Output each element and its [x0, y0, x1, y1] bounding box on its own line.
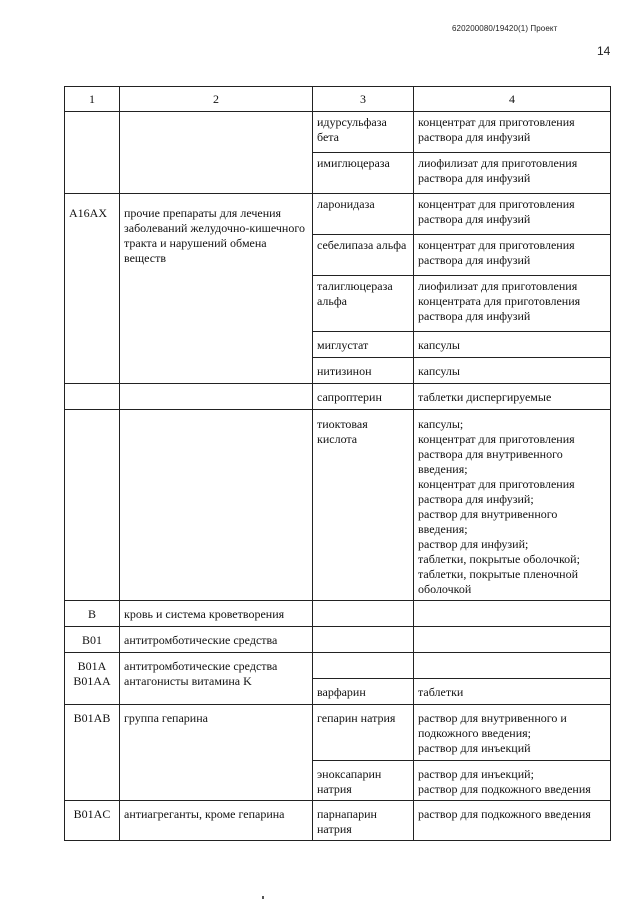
drug-name: сапроптерин	[313, 384, 414, 410]
table-row	[65, 194, 611, 235]
atc-group: прочие препараты для лечения заболеваний желудочно-кишечного тракта и нарушений обмена веществ	[120, 194, 313, 384]
atc-group: кровь и система кроветворения	[120, 601, 313, 627]
document-id: 620200080/19420(1) Проект	[452, 24, 558, 33]
table-row	[65, 705, 611, 761]
drug-form: концентрат для приготовления раствора для инфузий	[414, 235, 611, 276]
table-row	[65, 410, 611, 601]
cell-empty	[120, 384, 313, 410]
drug-name: себелипаза альфа	[313, 235, 414, 276]
drug-form: концентрат для приготовления раствора для инфузий	[414, 194, 611, 235]
table-row	[65, 601, 611, 627]
drug-name: миглустат	[313, 332, 414, 358]
drug-name: тиоктовая кислота	[313, 410, 414, 601]
drug-name: нитизинон	[313, 358, 414, 384]
atc-code: B01AC	[65, 801, 120, 841]
table-row	[65, 112, 611, 153]
table-header-row	[65, 87, 611, 112]
atc-code: B01	[65, 627, 120, 653]
cell-empty	[414, 627, 611, 653]
table-row	[65, 801, 611, 841]
drug-form: капсулы	[414, 358, 611, 384]
drug-form: таблетки	[414, 679, 611, 705]
drug-form: лиофилизат для приготовления раствора для инфузий	[414, 153, 611, 194]
scan-speck	[262, 896, 264, 899]
cell-empty	[313, 653, 414, 679]
cell-empty	[313, 601, 414, 627]
header-col-2: 2	[120, 87, 313, 112]
atc-group: антитромботические средства	[120, 627, 313, 653]
drug-name: ларонидаза	[313, 194, 414, 235]
atc-code: A16AX	[65, 194, 120, 384]
drug-name: имиглюцераза	[313, 153, 414, 194]
drug-form: раствор для инъекций; раствор для подкожного введения	[414, 761, 611, 801]
table-row	[65, 384, 611, 410]
drug-name: идурсульфаза бета	[313, 112, 414, 153]
table-row	[65, 653, 611, 679]
drug-name: варфарин	[313, 679, 414, 705]
atc-group: группа гепарина	[120, 705, 313, 801]
drug-form: раствор для внутривенного и подкожного введения; раствор для инъекций	[414, 705, 611, 761]
atc-code: B01AB	[65, 705, 120, 801]
cell-empty	[65, 410, 120, 601]
page-number: 14	[597, 44, 611, 58]
cell-empty	[414, 601, 611, 627]
cell-empty	[313, 627, 414, 653]
cell-empty	[120, 112, 313, 194]
cell-empty	[120, 410, 313, 601]
cell-empty	[414, 653, 611, 679]
cell-empty	[65, 384, 120, 410]
atc-code: B	[65, 601, 120, 627]
drug-form: лиофилизат для приготовления концентрата для приготовления раствора для инфузий	[414, 276, 611, 332]
drug-form: капсулы	[414, 332, 611, 358]
drug-form: концентрат для приготовления раствора для инфузий	[414, 112, 611, 153]
drug-name: талиглюцераза альфа	[313, 276, 414, 332]
drug-form: капсулы; концентрат для приготовления раствора для внутривенного введения; концентрат для приготовления раствора для инфузий; раствор для внутривенного введения; раствор для инфузий; таблетки, покрытые оболочкой; таблетки, покрытые пленочной оболочкой	[414, 410, 611, 601]
atc-group: антитромботические средства антагонисты витамина K	[120, 653, 313, 705]
drug-name: эноксапарин натрия	[313, 761, 414, 801]
atc-code: B01A B01AA	[65, 653, 120, 705]
header-col-1: 1	[65, 87, 120, 112]
cell-empty	[65, 112, 120, 194]
header-col-3: 3	[313, 87, 414, 112]
drug-table	[64, 86, 611, 841]
header-col-4: 4	[414, 87, 611, 112]
atc-group: антиагреганты, кроме гепарина	[120, 801, 313, 841]
drug-name: гепарин натрия	[313, 705, 414, 761]
drug-name: парнапарин натрия	[313, 801, 414, 841]
table-row	[65, 627, 611, 653]
drug-form: раствор для подкожного введения	[414, 801, 611, 841]
drug-form: таблетки диспергируемые	[414, 384, 611, 410]
